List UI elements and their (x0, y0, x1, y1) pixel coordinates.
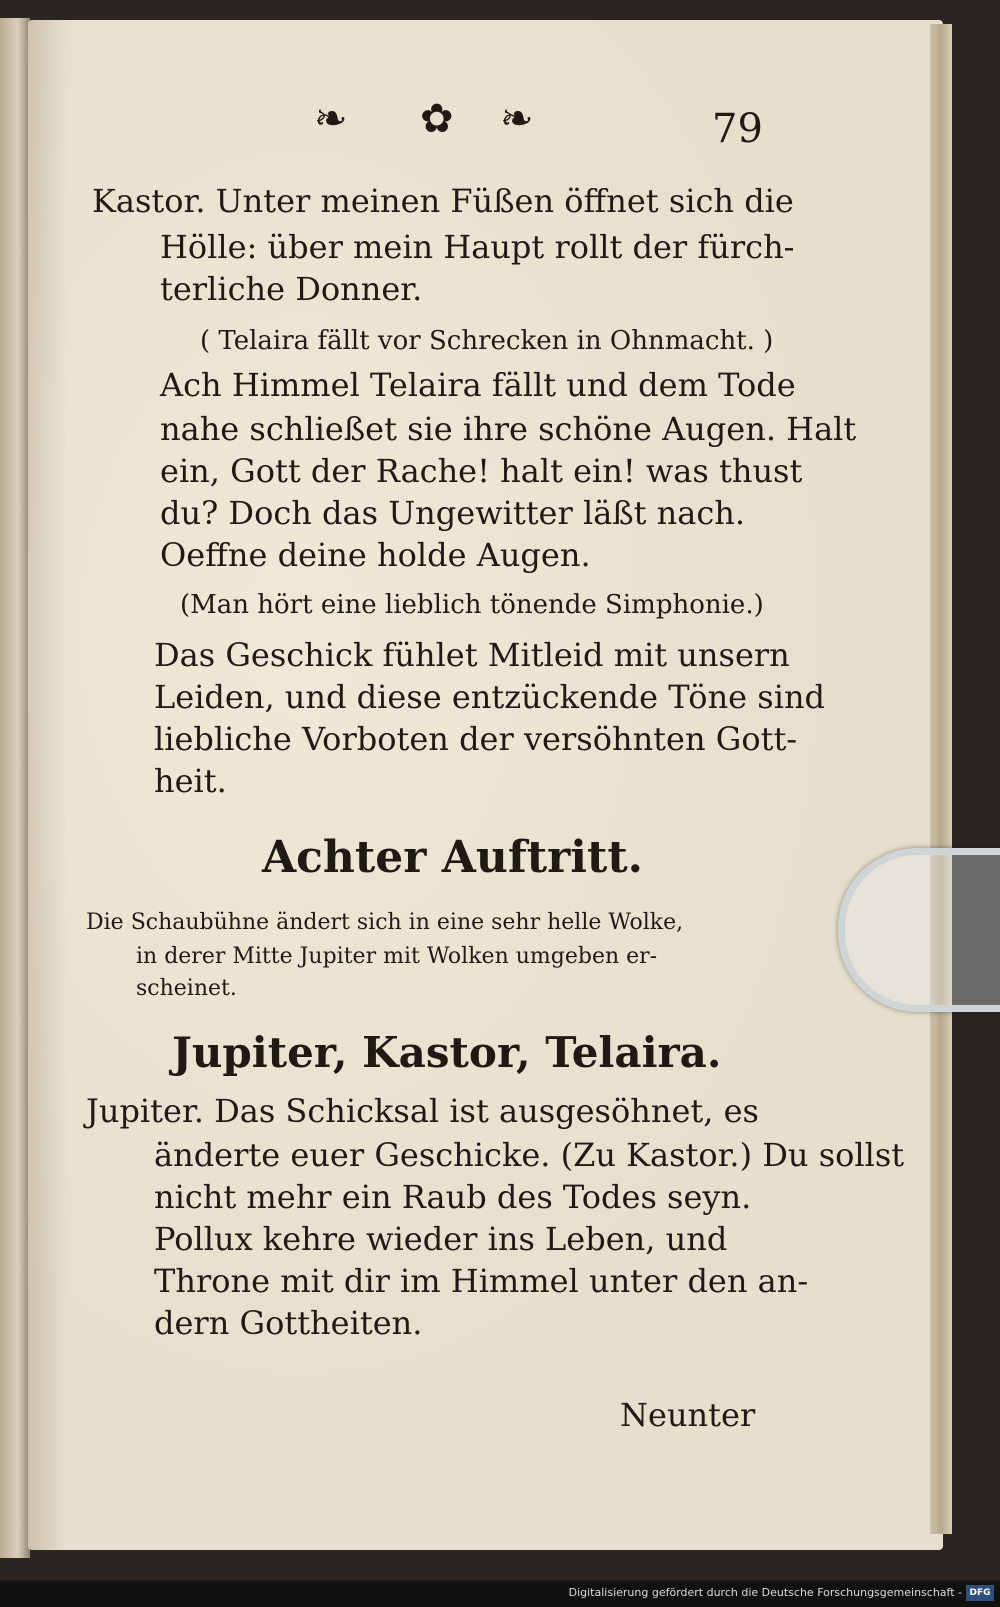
text-line: Achter Auftritt. (262, 832, 643, 883)
page-header (0, 96, 1000, 156)
text-line: dern Gottheiten. (154, 1304, 423, 1342)
text-line: Oeffne deine holde Augen. (160, 536, 591, 574)
text-line: du? Doch das Ungewitter läßt nach. (160, 494, 746, 532)
ornament-left: ❧ (314, 96, 348, 142)
text-line: ( Telaira fällt vor Schrecken in Ohnmacht. ) (200, 326, 774, 356)
text-line: in derer Mitte Jupiter mit Wolken umgeben er- (136, 944, 658, 969)
text-line: nicht mehr ein Raub des Todes seyn. (154, 1178, 752, 1216)
text-line: heit. (154, 762, 227, 800)
text-line: Pollux kehre wieder ins Leben, und (154, 1220, 728, 1258)
text-line: Die Schaubühne ändert sich in eine sehr helle Wolke, (86, 910, 684, 935)
text-line: Throne mit dir im Himmel unter den an- (154, 1262, 809, 1300)
text-line: Kastor. Unter meinen Füßen öffnet sich die (92, 182, 794, 220)
text-line: Das Geschick fühlet Mitleid mit unsern (154, 636, 790, 674)
text-line: Leiden, und diese entzückende Töne sind (154, 678, 826, 716)
text-line: Ach Himmel Telaira fällt und dem Tode (160, 366, 796, 404)
text-line: Jupiter. Das Schicksal ist ausgesöhnet, es (86, 1092, 759, 1130)
text-line: Jupiter, Kastor, Telaira. (172, 1028, 722, 1077)
dfg-logo: DFG (966, 1585, 994, 1601)
text-line: (Man hört eine lieblich tönende Simphonie.) (180, 590, 764, 620)
facing-page-edge (0, 18, 30, 1558)
footer-credit: Digitalisierung gefördert durch die Deutsche Forschungsgemeinschaft - (568, 1586, 962, 1599)
ornament-center: ✿ (420, 96, 454, 142)
page-number: 79 (712, 106, 763, 152)
digitization-footer (0, 1582, 1000, 1607)
text-line: terliche Donner. (160, 270, 423, 308)
text-line: nahe schließet sie ihre schöne Augen. Halt (160, 410, 857, 448)
text-line: scheinet. (136, 976, 237, 1001)
text-line: ein, Gott der Rache! halt ein! was thust (160, 452, 803, 490)
page-stack-edge (930, 24, 952, 1534)
page-clip (838, 848, 1000, 1012)
text-line: Neunter (620, 1396, 756, 1434)
text-line: liebliche Vorboten der versöhnten Gott- (154, 720, 798, 758)
text-line: Hölle: über mein Haupt rollt der fürch- (160, 228, 795, 266)
ornament-right: ❧ (500, 96, 534, 142)
text-line: änderte euer Geschicke. (Zu Kastor.) Du sollst (154, 1136, 905, 1174)
